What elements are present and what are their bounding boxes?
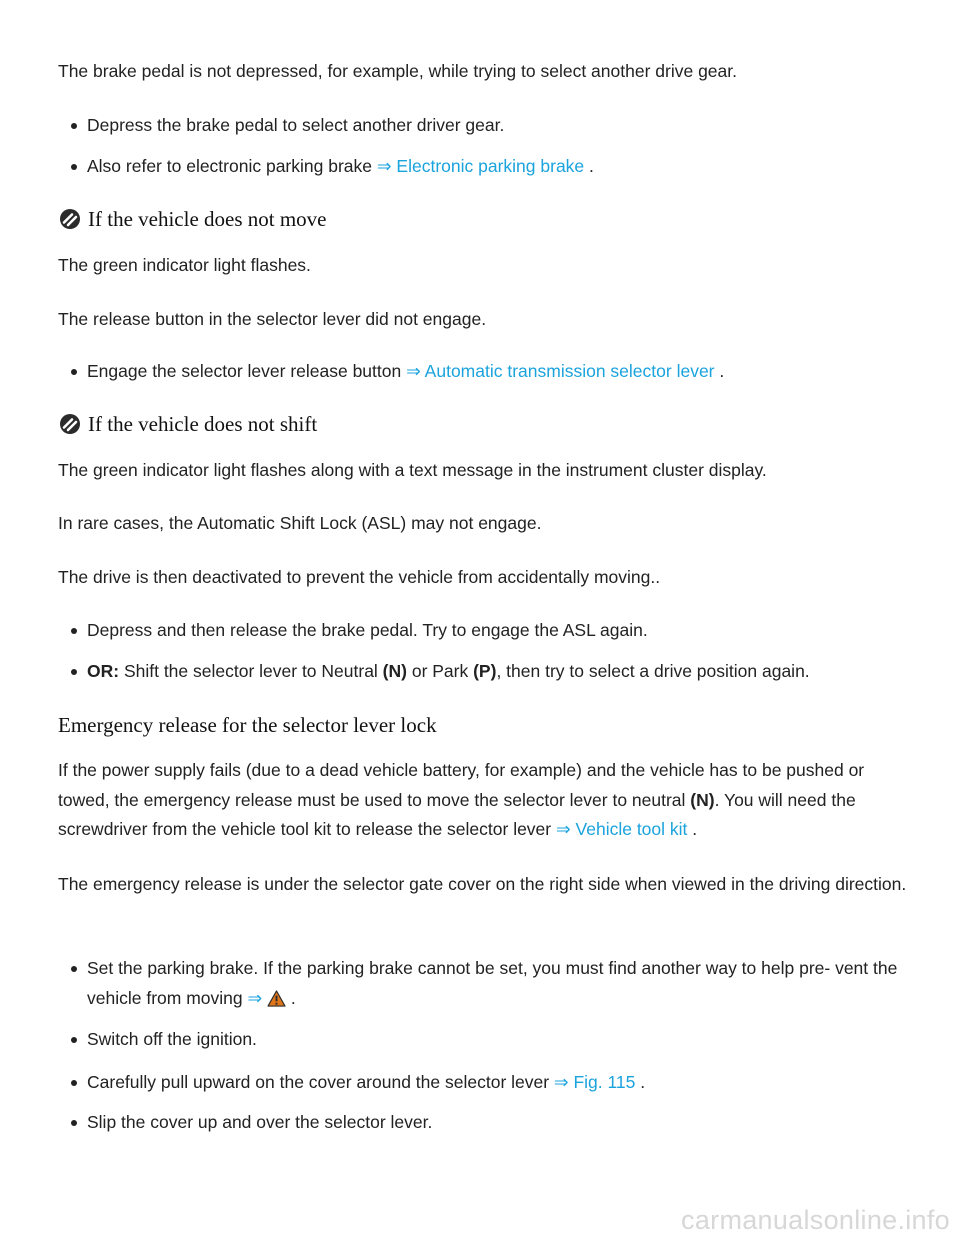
list-item: Engage the selector lever release button ⇒ Automatic transmission selector lever . <box>58 357 910 387</box>
list-item: Depress the brake pedal to select another driver gear. <box>58 111 910 141</box>
warning-link[interactable]: ⇒ <box>247 988 286 1008</box>
paragraph: The green indicator light flashes. <box>58 255 311 275</box>
list-item: Slip the cover up and over the selector lever. <box>58 1108 910 1138</box>
paragraph: In rare cases, the Automatic Shift Lock (ASL) may not engage. <box>58 513 542 533</box>
section-heading <box>58 410 317 438</box>
list-item: Switch off the ignition. <box>58 1025 910 1055</box>
paragraph: If the power supply fails (due to a dead vehicle battery, for example) and the vehicle has to be pushed or towed, the emergency release must be used to move the selector lever to neutral (N). You will need the screwdriver from the vehicle tool kit to release the selector lever ⇒ Vehicle tool kit . <box>58 760 865 839</box>
paragraph: The green indicator light flashes along with a text message in the instrument cluster display. <box>58 460 767 480</box>
list-item: OR: Shift the selector lever to Neutral (N) or Park (P), then try to select a drive position again. <box>58 657 910 687</box>
fig-115-link[interactable]: ⇒ Fig. 115 <box>553 1072 636 1092</box>
warning-icon <box>267 990 286 1007</box>
section-title: If the vehicle does not move <box>88 207 327 231</box>
list-item: Carefully pull upward on the cover around the selector lever ⇒ Fig. 115 . <box>58 1068 910 1098</box>
list-item: Also refer to electronic parking brake ⇒ Electronic parking brake . <box>58 152 910 182</box>
section-heading <box>58 205 327 233</box>
wrench-icon <box>58 412 82 436</box>
electronic-parking-brake-link[interactable]: ⇒ Electronic parking brake <box>376 156 585 176</box>
list-item: Set the parking brake. If the parking brake cannot be set, you must find another way to help pre- vent the vehicle from moving ⇒ . <box>58 954 910 1013</box>
section-title: Emergency release for the selector lever lock <box>58 713 437 737</box>
intro-text: The brake pedal is not depressed, for example, while trying to select another drive gear. <box>58 61 737 81</box>
paragraph: The release button in the selector lever did not engage. <box>58 309 487 329</box>
watermark: carmanualsonline.info <box>681 1205 950 1235</box>
vehicle-tool-kit-link[interactable]: ⇒ Vehicle tool kit <box>555 819 688 839</box>
paragraph: The drive is then deactivated to prevent the vehicle from accidentally moving.. <box>58 567 661 587</box>
paragraph: The emergency release is under the selector gate cover on the right side when viewed in the driving direction. <box>58 874 907 894</box>
section-heading <box>58 711 437 739</box>
list-item: Depress and then release the brake pedal. Try to engage the ASL again. <box>58 616 910 646</box>
selector-lever-link[interactable]: ⇒ Automatic transmission selector lever <box>406 361 715 381</box>
section-title: If the vehicle does not shift <box>88 412 318 436</box>
wrench-icon <box>58 207 82 231</box>
